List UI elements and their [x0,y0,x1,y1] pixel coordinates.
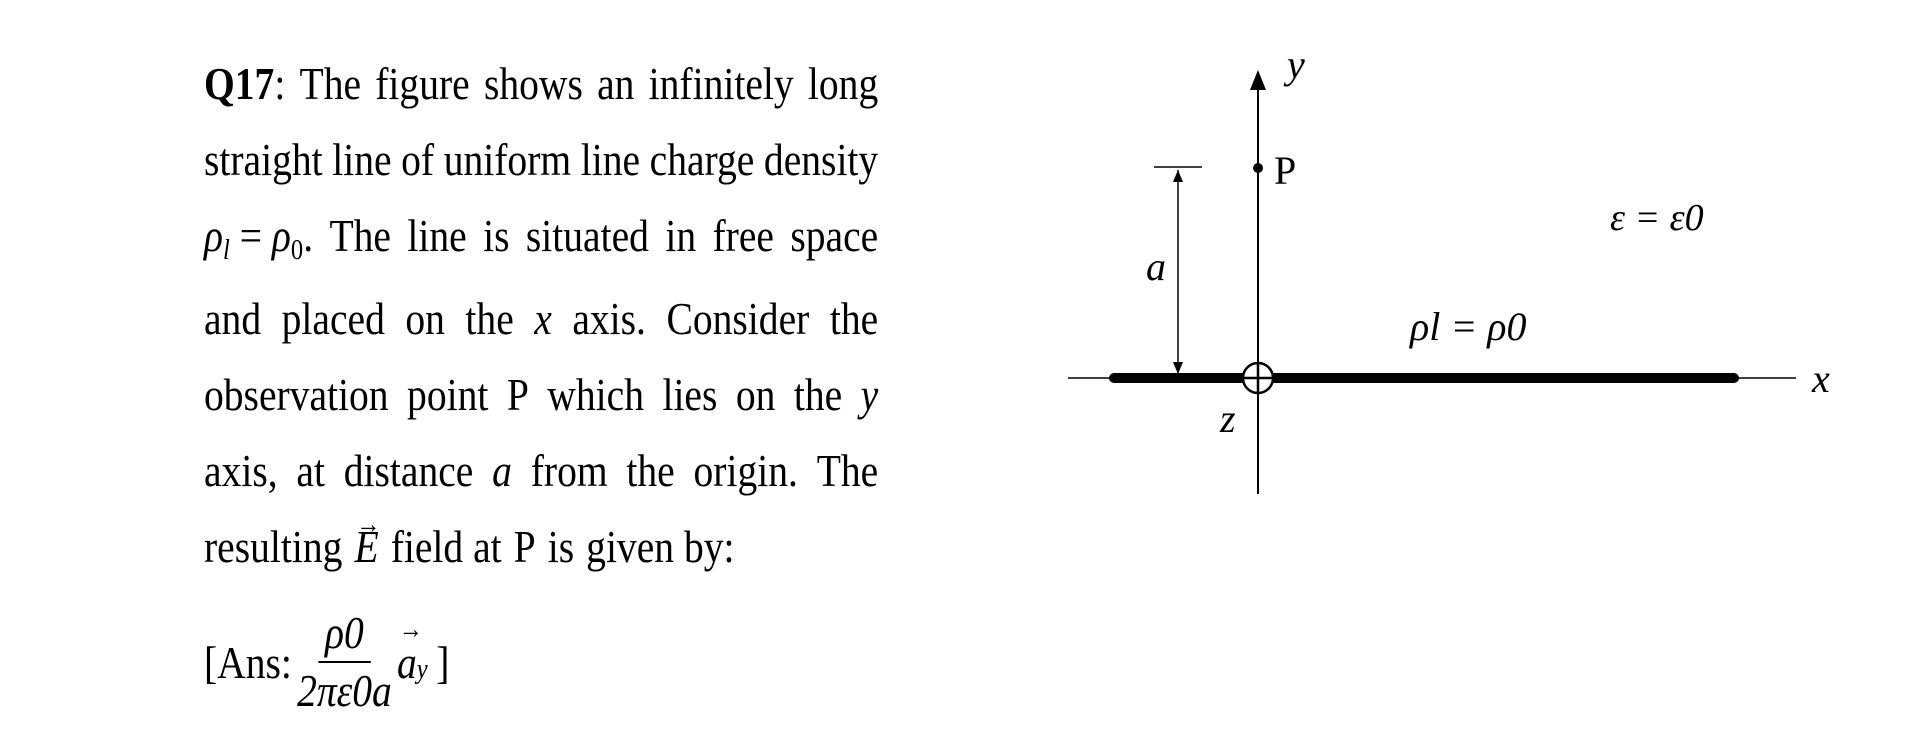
question-line-1: Q17: The figure shows an infinitely long [204,46,878,122]
word: placed [281,293,385,344]
dimension-arrow-top [1173,170,1183,182]
unit-vector: → a [397,636,417,689]
question-text [204,46,878,585]
line-charge-label: ρl = ρ0 [1410,304,1527,349]
word: is [483,210,510,261]
word: the [626,445,675,496]
word: is [547,521,575,572]
answer-fraction [297,605,392,719]
word: distance [343,445,474,496]
word: point [407,369,489,420]
word: The [329,210,391,261]
answer-denominator: 2πε0a [297,665,392,716]
unit-vector-sub: y [416,653,428,685]
line-charge-diagram [1050,30,1870,510]
word: P [506,369,529,420]
point-p-label: P [1274,148,1297,193]
word: the [465,293,514,344]
word: density [763,134,879,185]
word: free [712,210,774,261]
z-axis-label: z [1220,396,1236,441]
word: the [793,369,843,420]
distance-label: a [1146,244,1166,289]
word: situated [525,210,649,261]
question-line-5 [204,357,878,433]
answer-prefix: [Ans: [204,636,292,688]
word: field at [390,521,502,572]
word: of [401,134,435,185]
question-line-6 [204,433,878,509]
word: in [665,210,697,261]
point-p-dot [1253,163,1263,173]
word: The [299,58,362,109]
word: the [829,293,879,344]
x-axis-label: x [1812,356,1830,401]
word: straight [204,134,323,185]
word: charge [649,134,755,185]
word: on [735,369,776,420]
question-line-3 [204,198,878,281]
question-line-2 [204,122,878,198]
word: resulting [204,521,343,572]
word: Consider [666,293,810,344]
y-symbol: y [860,369,879,420]
word: and [204,293,262,344]
word: given by: [586,521,735,572]
word: line [332,134,392,185]
charge-density-equation: ρl = ρ0. [204,210,314,266]
word: shows [483,58,583,109]
y-axis-arrow [1250,70,1266,90]
answer-suffix: ] [436,636,450,688]
word: an [597,58,635,109]
word: axis. [572,293,646,344]
word: observation [204,369,389,420]
word: at [296,445,325,496]
answer [204,605,449,719]
dimension-arrow-bottom [1173,362,1183,374]
word: long [807,58,879,109]
word: infinitely [648,58,794,109]
question-line-7 [204,509,878,585]
word: figure [375,58,470,109]
word: which [547,369,644,420]
x-symbol: x [534,293,552,344]
word: origin. [693,445,798,496]
permittivity-label: ε = ε0 [1610,197,1704,239]
word: uniform [443,134,572,185]
answer-numerator: ρ0 [318,605,371,663]
word: The [816,445,879,496]
question-number: Q17 [204,58,275,109]
word: lies [662,369,718,420]
word: P [513,521,536,572]
word: line [407,210,467,261]
word: from [530,445,608,496]
y-axis-label: y [1287,42,1305,87]
word: axis, [204,445,278,496]
word: line [580,134,641,185]
question-line-4 [204,281,878,357]
word: on [405,293,445,344]
word: space [790,210,879,261]
a-symbol: a [492,445,512,496]
e-field-vector: → E [354,509,378,585]
